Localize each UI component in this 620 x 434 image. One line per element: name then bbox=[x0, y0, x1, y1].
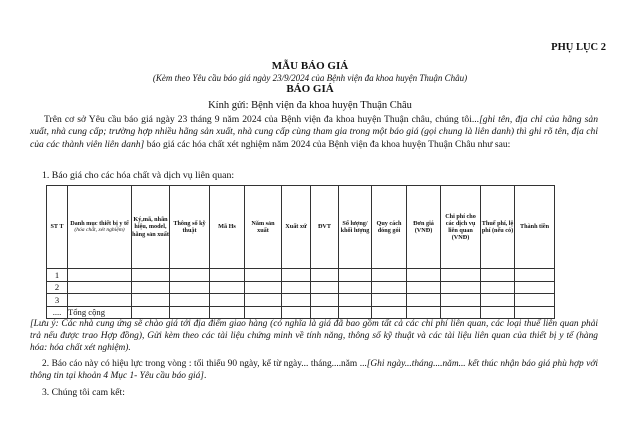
intro-text-1: Trên cơ sở Yêu cầu báo giá ngày 23 tháng 9 năm 2024 của Bệnh viện đa khoa huyện Thuận châu, chúng tôi... bbox=[44, 114, 480, 125]
intro-paragraph bbox=[30, 114, 598, 151]
header-cell: ĐVT bbox=[311, 186, 339, 269]
total-label-cell: Tổng cộng bbox=[68, 306, 132, 319]
header-cell: Chi phí cho các dịch vụ liên quan (VNĐ) bbox=[441, 186, 481, 269]
table-row bbox=[47, 269, 555, 282]
table-row bbox=[47, 281, 555, 294]
header-cell: Số lượng/ khối lượng bbox=[339, 186, 372, 269]
validity-text-1: 2. Báo cáo này có hiệu lực trong vòng : tối thiểu 90 ngày, kể từ ngày... tháng....năm ... bbox=[42, 359, 367, 369]
validity-text-italic: [Ghi ngày...tháng....năm... kết thúc nhận báo giá phù hợp với thông tin tại khoản 4 Mục 1- Yêu cầu báo giá] bbox=[30, 359, 598, 381]
section-3-heading: 3. Chúng tôi cam kết: bbox=[42, 387, 125, 398]
form-title: MẪU BÁO GIÁ bbox=[271, 60, 349, 72]
section-1-heading: 1. Báo giá cho các hóa chất và dịch vụ liên quan: bbox=[42, 170, 235, 181]
recipient-line: Kính gửi: Bệnh viện đa khoa huyện Thuận Châu bbox=[208, 100, 412, 111]
header-cell: Xuất xứ bbox=[282, 186, 311, 269]
header-cell: Đơn giá (VNĐ) bbox=[407, 186, 441, 269]
total-stt-cell: .... bbox=[47, 306, 68, 319]
header-cell: Danh mục thiết bị y tế (hóa chất, xét nghiệm) bbox=[68, 186, 132, 269]
form-subtitle: (Kèm theo Yêu cầu báo giá ngày 23/9/2024 của Bệnh viện đa khoa huyện Thuận Châu) bbox=[152, 73, 468, 83]
header-cell: Ký,mã, nhãn hiệu, model, hãng sản xuất bbox=[132, 186, 170, 269]
stt-cell: 2 bbox=[47, 281, 68, 294]
table-row bbox=[47, 294, 555, 307]
quote-title: BÁO GIÁ bbox=[286, 83, 334, 95]
table-total-row bbox=[47, 306, 555, 319]
header-cell: Thành tiền bbox=[515, 186, 555, 269]
intro-text-italic: [ghi tên, địa chỉ của hãng sản xuất, nhà cung cấp; trường hợp nhiều hãng sản xuất, nhà cung cấp cùng tham gia trong một báo giá (gọi chung là liên danh) thì ghi rõ tên, địa chỉ của các thành viên liên danh] bbox=[30, 114, 598, 150]
header-cell: ST T bbox=[47, 186, 68, 269]
stt-cell: 3 bbox=[47, 294, 68, 307]
header-cell: Năm sản xuất bbox=[245, 186, 282, 269]
quote-table bbox=[46, 185, 555, 319]
validity-paragraph bbox=[30, 358, 598, 382]
appendix-label: PHỤ LỤC 2 bbox=[551, 42, 606, 53]
intro-text-3: báo giá các hóa chất xét nghiệm năm 2024 của Bệnh viện đa khoa huyện Thuận Châu như sau: bbox=[144, 138, 511, 150]
header-cell: Thông số kỹ thuật bbox=[170, 186, 210, 269]
note-paragraph: [Lưu ý: Các nhà cung ứng sẽ chào giá tới địa điểm giao hàng (có nghĩa là giá đã bao gồm tất cả các chi phí liên quan, các loại thuế liên quan phải trả nếu được trao Hợp đồng), Gửi kèm theo các tài liệu chứng minh về tính năng, thông số kỹ thuật và các tài liệu liên quan của thiết bị y tế (hàng hóa: hóa chất xét nghiệm). bbox=[30, 319, 598, 353]
header-cell: Quy cách đóng gói bbox=[372, 186, 407, 269]
table-header-row bbox=[47, 186, 555, 269]
header-cell: Thuế phí, lệ phí (nếu có) bbox=[481, 186, 515, 269]
validity-text-3: . bbox=[203, 371, 207, 381]
stt-cell: 1 bbox=[47, 269, 68, 282]
header-cell: Mã Hs bbox=[210, 186, 245, 269]
